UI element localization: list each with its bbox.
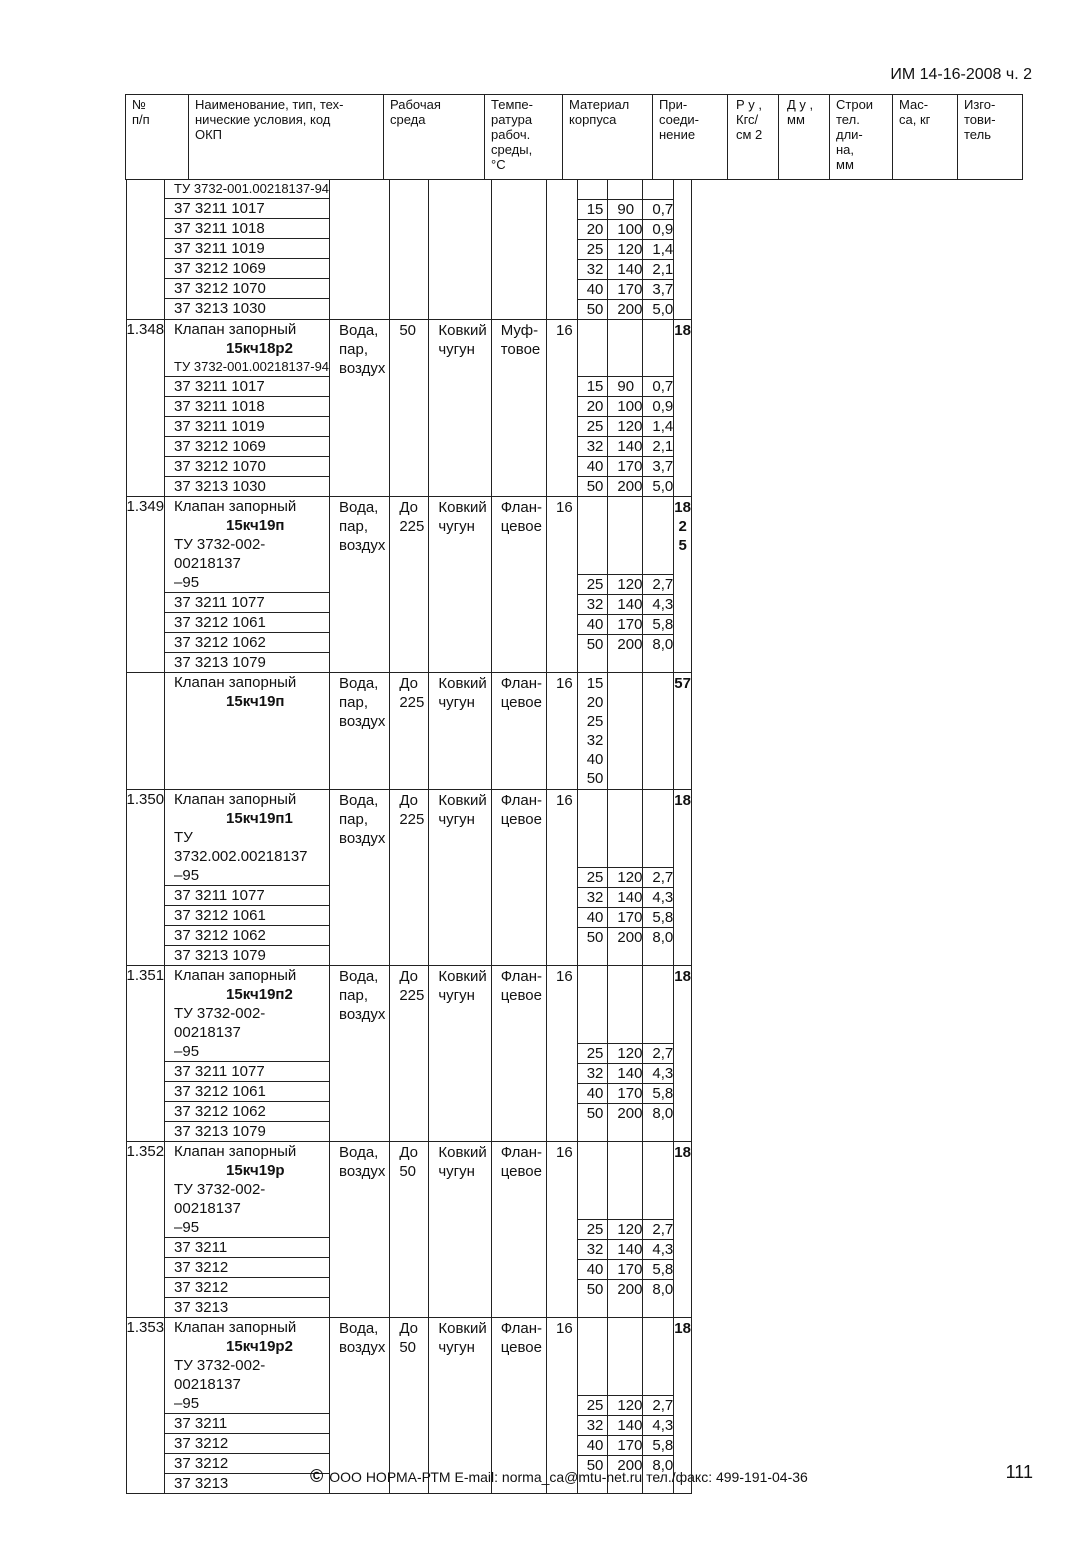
- cell-value: 140: [608, 888, 642, 908]
- cell-value: 170: [608, 1436, 642, 1456]
- cell-value: 32: [578, 1240, 608, 1260]
- column-header: Д у , мм: [779, 95, 830, 180]
- table-row: [126, 497, 691, 673]
- cell-value: 90: [608, 377, 642, 397]
- cell-num: [126, 180, 165, 320]
- column-header: Изго- тови- тель: [958, 95, 1023, 180]
- cell-medium: Вода, пар, воздух: [330, 673, 390, 790]
- cell-value: 120: [608, 575, 642, 595]
- cell-name: [165, 673, 330, 790]
- cell-value: 40: [578, 1436, 608, 1456]
- cell-value: 120: [608, 868, 642, 888]
- column-header: Наименование, тип, тех- нические условия, код ОКП: [189, 95, 384, 180]
- tu-spec: ТУ 3732.002.00218137 –95: [174, 829, 308, 884]
- cell-value: 1,4: [643, 240, 673, 260]
- cell-value: 0,9: [643, 397, 673, 417]
- cell-value: 120: [608, 240, 642, 260]
- cell-value: 25: [578, 1220, 608, 1240]
- okp-code: 37 3211 1018: [165, 397, 329, 417]
- cell-value: 5,8: [643, 1260, 673, 1280]
- cell-connection: Флан- цевое: [491, 497, 546, 673]
- cell-name: [165, 497, 330, 673]
- okp-code: 37 3213 1079: [174, 654, 266, 671]
- cell-value: 200: [617, 1281, 643, 1298]
- cell-value: 5,8: [643, 1436, 673, 1456]
- okp-code: 37 3211: [165, 1238, 329, 1258]
- cell-value: 40: [578, 457, 608, 477]
- cell-value: 120: [608, 1044, 642, 1064]
- cell-temperature: 50: [390, 320, 429, 497]
- cell-medium: Вода, пар, воздух: [330, 497, 390, 673]
- cell-connection: Флан- цевое: [491, 673, 546, 790]
- cell-name: [165, 320, 330, 497]
- okp-code: 37 3212 1069: [165, 259, 329, 279]
- valve-name: Клапан запорный 15кч18р2: [174, 321, 297, 357]
- cell-value: 0,7: [643, 200, 673, 220]
- cell-value: 25: [578, 240, 608, 260]
- valve-table: [125, 94, 1023, 1494]
- cell-value: 8,0: [652, 1281, 674, 1298]
- okp-code: 37 3213 1079: [174, 1123, 266, 1140]
- okp-code: 37 3212 1061: [165, 906, 329, 926]
- cell-value: 0,9: [643, 220, 673, 240]
- okp-code: 37 3213 1030: [174, 478, 266, 495]
- cell-value: 170: [608, 908, 642, 928]
- cell-medium: Вода, воздух: [330, 1142, 390, 1318]
- cell-pressure: 16: [547, 497, 578, 673]
- cell-material: Ковкий чугун: [429, 320, 491, 497]
- valve-model: 15кч19р2: [226, 1338, 293, 1355]
- cell-value: 3,7: [643, 457, 673, 477]
- cell-value: 140: [608, 260, 642, 280]
- cell-value: 3,7: [643, 280, 673, 300]
- valve-name: Клапан запорный 15кч19п2: [174, 967, 297, 1003]
- cell-medium: Вода, пар, воздух: [330, 790, 390, 966]
- cell-medium: Вода, пар, воздух: [330, 966, 390, 1142]
- cell-value: 4,3: [643, 1240, 673, 1260]
- cell-num: 1.349: [126, 497, 165, 673]
- tu-spec: ТУ 3732-001.00218137-94: [165, 180, 329, 199]
- cell-value: 20: [578, 397, 608, 417]
- cell-medium: Вода, воздух: [330, 1318, 390, 1494]
- cell-value: 90: [608, 200, 642, 220]
- okp-code: 37 3211 1077: [165, 1062, 329, 1082]
- cell-value: 200: [617, 929, 643, 946]
- cell-num: 1.352: [126, 1142, 165, 1318]
- okp-code: 37 3212: [165, 1434, 329, 1454]
- footer-text: ООО НОРМА-РТМ E-mail: norma_ca@mtu-net.ru тел./факс: 499-191-04-36: [329, 1469, 808, 1485]
- okp-code: 37 3212 1062: [165, 1102, 329, 1122]
- cell-value: 120: [608, 1220, 642, 1240]
- cell-value: 4,3: [643, 1064, 673, 1084]
- okp-code: 37 3212 1070: [165, 279, 329, 299]
- cell-value: 100: [608, 397, 642, 417]
- cell-value: 170: [608, 1260, 642, 1280]
- cell-value: 25: [578, 868, 608, 888]
- cell-value: 4,3: [643, 1416, 673, 1436]
- cell-material: Ковкий чугун: [429, 1142, 491, 1318]
- okp-code: 37 3211 1017: [165, 199, 329, 219]
- cell-value: 100: [608, 220, 642, 240]
- cell-value: 32: [578, 888, 608, 908]
- cell-value: 50: [586, 636, 604, 653]
- cell-pressure: 16: [547, 673, 578, 790]
- cell-name: [165, 180, 330, 320]
- cell-maker: 18: [674, 790, 692, 966]
- column-header: Мас- са, кг: [893, 95, 958, 180]
- cell-maker: 18: [674, 320, 692, 497]
- valve-name: Клапан запорный 15кч19р2: [174, 1319, 297, 1355]
- table-header: [126, 95, 1023, 180]
- cell-value: 170: [608, 280, 642, 300]
- cell-value: 2,7: [643, 868, 673, 888]
- cell-value: 4,3: [643, 595, 673, 615]
- okp-code: 37 3211 1018: [165, 219, 329, 239]
- okp-code: 37 3212 1062: [165, 926, 329, 946]
- cell-value: 32: [578, 437, 608, 457]
- okp-code: 37 3212 1062: [165, 633, 329, 653]
- valve-model: 15кч19п: [226, 693, 285, 710]
- tu-spec: ТУ 3732-002-00218137 –95: [174, 1005, 266, 1060]
- tu-spec: ТУ 3732-002-00218137 –95: [174, 1357, 266, 1412]
- cell-temperature: До 225: [390, 497, 429, 673]
- okp-code: 37 3212 1069: [165, 437, 329, 457]
- cell-value: 2,1: [643, 260, 673, 280]
- cell-connection: Муф- товое: [491, 320, 546, 497]
- cell-medium: Вода, пар, воздух: [330, 320, 390, 497]
- cell-value: 25: [578, 575, 608, 595]
- okp-code: 37 3213: [174, 1475, 229, 1492]
- footer: [310, 1466, 808, 1487]
- okp-code: 37 3212 1070: [165, 457, 329, 477]
- cell-value: 2,7: [643, 1220, 673, 1240]
- cell-value: 5,8: [643, 615, 673, 635]
- cell-dn-list: 15 20 25 32 40 50: [577, 673, 608, 790]
- table-row: [126, 320, 691, 497]
- cell-maker: 18: [674, 966, 692, 1142]
- cell-value: 20: [578, 220, 608, 240]
- tu-spec: ТУ 3732-002-00218137 –95: [174, 1181, 266, 1236]
- cell-value: 32: [578, 595, 608, 615]
- cell-connection: Флан- цевое: [491, 1142, 546, 1318]
- valve-model: 15кч18р2: [226, 340, 293, 357]
- column-header: Строи тел. дли- на, мм: [830, 95, 893, 180]
- cell-pressure: 16: [547, 320, 578, 497]
- okp-code: 37 3211 1019: [165, 417, 329, 437]
- cell-value: 140: [608, 1064, 642, 1084]
- cell-value: 170: [608, 615, 642, 635]
- table-row-continuation: [126, 180, 691, 320]
- cell-value: 40: [578, 1084, 608, 1104]
- cell-name: [165, 966, 330, 1142]
- valve-name: Клапан запорный 15кч19п: [174, 498, 297, 534]
- okp-code: 37 3211 1017: [165, 377, 329, 397]
- column-header: Материал корпуса: [563, 95, 653, 180]
- cell-num: 1.353: [126, 1318, 165, 1494]
- okp-code: 37 3211: [165, 1414, 329, 1434]
- cell-temperature: До 225: [390, 966, 429, 1142]
- cell-value: 0,7: [643, 377, 673, 397]
- cell-maker: 18: [674, 1318, 692, 1494]
- cell-value: 50: [586, 1105, 604, 1122]
- cell-value: 170: [608, 457, 642, 477]
- cell-value: 4,3: [643, 888, 673, 908]
- okp-code: 37 3211 1077: [165, 593, 329, 613]
- cell-material: Ковкий чугун: [429, 497, 491, 673]
- cell-value: 8,0: [652, 1457, 674, 1474]
- table-row: [126, 790, 691, 966]
- cell-value: 2,7: [643, 1396, 673, 1416]
- cell-value: 5,8: [643, 1084, 673, 1104]
- cell-value: 200: [617, 301, 643, 318]
- cell-num: 1.351: [126, 966, 165, 1142]
- tu-spec: ТУ 3732-001.00218137-94: [174, 359, 330, 374]
- cell-value: 32: [578, 1416, 608, 1436]
- cell-num: [126, 673, 165, 790]
- valve-model: 15кч19п2: [226, 986, 293, 1003]
- cell-material: Ковкий чугун: [429, 673, 491, 790]
- cell-num: 1.348: [126, 320, 165, 497]
- valve-model: 15кч19п1: [226, 810, 293, 827]
- okp-code: 37 3211 1019: [165, 239, 329, 259]
- copyright-icon: ©: [310, 1466, 324, 1486]
- cell-material: Ковкий чугун: [429, 1318, 491, 1494]
- cell-value: 50: [586, 1281, 604, 1298]
- okp-code: 37 3212 1061: [165, 613, 329, 633]
- okp-code: 37 3213: [174, 1299, 229, 1316]
- cell-value: 8,0: [652, 929, 674, 946]
- column-header: Темпе- ратура рабоч. среды, °С: [485, 95, 563, 180]
- table-row: [126, 673, 691, 790]
- cell-value: 40: [578, 280, 608, 300]
- cell-maker: 57: [674, 673, 692, 790]
- cell-pressure: 16: [547, 1318, 578, 1494]
- cell-temperature: До 50: [390, 1318, 429, 1494]
- cell-maker: 18 2 5: [674, 497, 692, 673]
- cell-connection: Флан- цевое: [491, 790, 546, 966]
- cell-material: Ковкий чугун: [429, 966, 491, 1142]
- cell-value: 200: [617, 636, 643, 653]
- cell-value: 50: [586, 929, 604, 946]
- cell-temperature: До 225: [390, 790, 429, 966]
- valve-model: 15кч19р: [226, 1162, 285, 1179]
- cell-material: Ковкий чугун: [429, 790, 491, 966]
- cell-temperature: До 225: [390, 673, 429, 790]
- tu-spec: ТУ 3732-002-00218137 –95: [174, 536, 266, 591]
- column-header: № п/п: [126, 95, 189, 180]
- cell-value: 1,4: [643, 417, 673, 437]
- cell-value: 25: [578, 1396, 608, 1416]
- okp-code: 37 3212: [165, 1258, 329, 1278]
- cell-name: [165, 1142, 330, 1318]
- page-number: 111: [1005, 1462, 1033, 1482]
- cell-value: 32: [578, 1064, 608, 1084]
- valve-name: Клапан запорный 15кч19р: [174, 1143, 297, 1179]
- valve-name: Клапан запорный 15кч19п1: [174, 791, 297, 827]
- cell-pressure: 16: [547, 790, 578, 966]
- cell-value: 200: [617, 478, 643, 495]
- cell-value: 8,0: [652, 1105, 674, 1122]
- okp-code: 37 3213 1079: [174, 947, 266, 964]
- column-header: Р у , Кгс/ см 2: [728, 95, 779, 180]
- cell-value: 120: [608, 417, 642, 437]
- cell-value: 140: [608, 595, 642, 615]
- valve-model: 15кч19п: [226, 517, 285, 534]
- cell-temperature: До 50: [390, 1142, 429, 1318]
- cell-value: 15: [578, 200, 608, 220]
- cell-value: 32: [578, 260, 608, 280]
- cell-value: 50: [586, 478, 604, 495]
- cell-value: 40: [578, 908, 608, 928]
- cell-name: [165, 790, 330, 966]
- cell-pressure: 16: [547, 966, 578, 1142]
- okp-code: 37 3212: [165, 1278, 329, 1298]
- cell-value: 5,0: [652, 301, 674, 318]
- cell-value: 40: [578, 1260, 608, 1280]
- cell-value: 40: [578, 615, 608, 635]
- cell-value: 50: [586, 1457, 604, 1474]
- okp-code: 37 3212 1061: [165, 1082, 329, 1102]
- cell-value: 5,0: [652, 478, 674, 495]
- cell-num: 1.350: [126, 790, 165, 966]
- cell-value: 2,1: [643, 437, 673, 457]
- cell-connection: Флан- цевое: [491, 966, 546, 1142]
- okp-code: 37 3211 1077: [165, 886, 329, 906]
- cell-value: 2,7: [643, 1044, 673, 1064]
- cell-value: 25: [578, 1044, 608, 1064]
- cell-value: 200: [617, 1457, 643, 1474]
- cell-value: 200: [617, 1105, 643, 1122]
- valve-name: Клапан запорный 15кч19п: [174, 674, 297, 710]
- cell-value: 2,7: [643, 575, 673, 595]
- cell-value: 50: [586, 301, 604, 318]
- cell-value: 120: [608, 1396, 642, 1416]
- cell-maker: 18: [674, 1142, 692, 1318]
- cell-value: 5,8: [643, 908, 673, 928]
- cell-value: 25: [578, 417, 608, 437]
- cell-value: 170: [608, 1084, 642, 1104]
- cell-value: 140: [608, 437, 642, 457]
- cell-name: [165, 1318, 330, 1494]
- cell-connection: Флан- цевое: [491, 1318, 546, 1494]
- cell-value: 140: [608, 1240, 642, 1260]
- column-header: При- соеди- нение: [653, 95, 728, 180]
- cell-value: 140: [608, 1416, 642, 1436]
- cell-value: 15: [578, 377, 608, 397]
- okp-code: 37 3212: [165, 1454, 329, 1474]
- cell-pressure: 16: [547, 1142, 578, 1318]
- table-row: [126, 966, 691, 1142]
- table-row: [126, 1142, 691, 1318]
- column-header: Рабочая среда: [384, 95, 485, 180]
- document-id: ИМ 14-16-2008 ч. 2: [890, 66, 1032, 83]
- cell-value: 8,0: [652, 636, 674, 653]
- okp-code: 37 3213 1030: [174, 300, 266, 317]
